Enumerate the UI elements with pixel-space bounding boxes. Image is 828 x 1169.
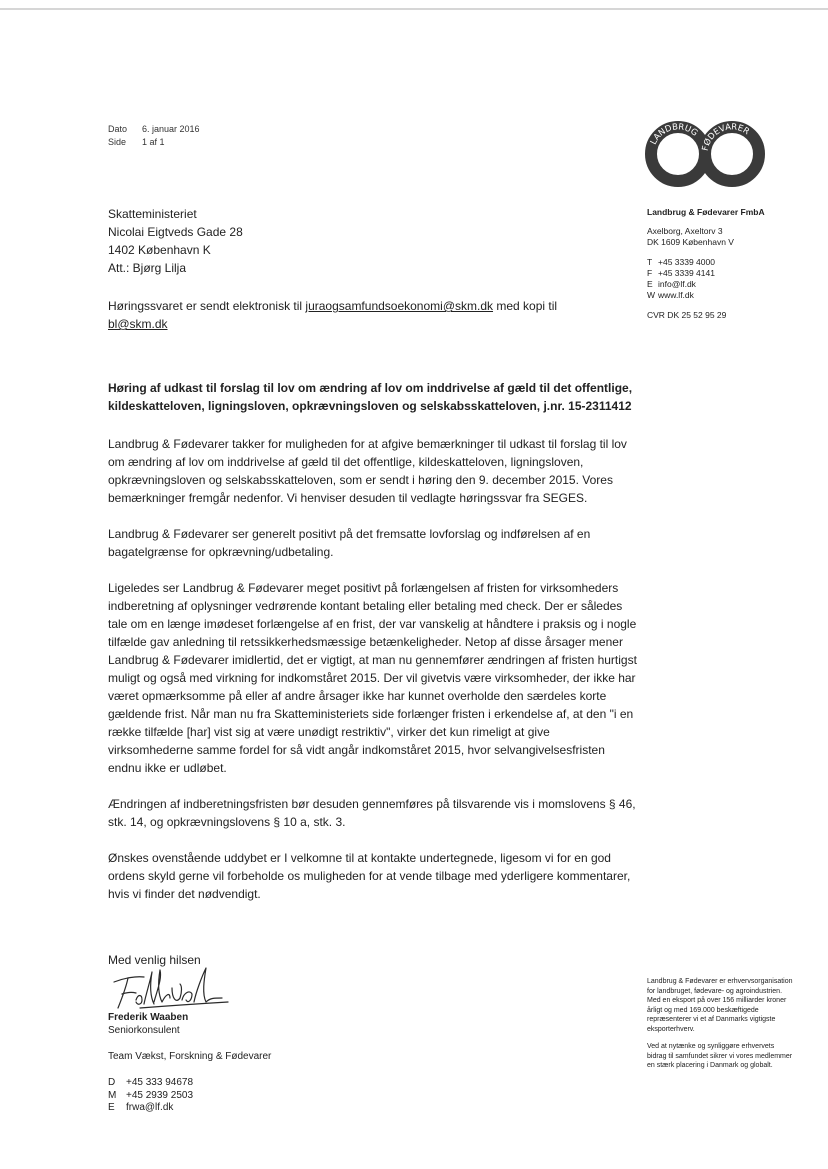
organization-info <box>647 207 765 321</box>
body-paragraph: Landbrug & Fødevarer takker for muligheden for at afgive bemærkninger til udkast til forslag til lov om ændring af lov om inddrivelse af gæld til det offentlige, kildeskatteloven, ligningsloven, opkrævningsloven og selskabsskatteloven, som er sendt i høring den 9. december 2015. Vores bemærkninger fremgår nedenfor. Vi henviser desuden til vedlagte høringssvar fra SEGES. <box>108 437 627 505</box>
about-paragraph: Landbrug & Fødevarer er erhvervsorganisation for landbruget, fødevare- og agroindustrien. Med en eksport på over 156 milliarder kroner årligt og med 169.000 beskæftigede repræsenterer vi et af Danmarks vigtigste eksporterhverv. <box>647 978 793 1033</box>
logo-text-right: FØDEVARER <box>700 122 752 152</box>
body-paragraph: Ligeledes ser Landbrug & Fødevarer meget positivt på forlængelsen af fristen for virksomheders indberetning af oplysninger vedrørende kontant betaling eller betaling med check. Der er således tale om en længe imødeset forlængelse af en frist, der var vanskelig at håndtere i praksis og i nogle tilfælde gav anledning til retssikkerhedsmæssige betænkeligheder. Netop af disse årsager mener Landbrug & Fødevarer imidlertid, det er vigtigt, at man nu gennemfører ændringen af fristen hurtigst muligt og også med virkning for indkomståret 2015. Der vil givetvis være virksomheder, der ikke har været opmærksomme på eller af andre årsager ikke har kunnet overholde den særdeles korte gældende frist. Når man nu fra Skatteministeriets side forlænger fristen i erkendelse af, at den "i en række tilfælde [har] vist sig at være unødigt restriktiv", virker det kun rimeligt at give virksomhederne samme fordel for så vidt angår indkomståret 2015, hvor selvangivelsesfristen endnu ikke er udløbet. <box>108 581 637 775</box>
page-top-rule <box>0 8 828 10</box>
notice-email-link-copy[interactable]: bl@skm.dk <box>108 317 168 331</box>
logo-text-left: LANDBRUG <box>648 122 700 147</box>
date-row <box>108 123 200 136</box>
signer-contacts <box>108 1077 193 1115</box>
recipient-street: Nicolai Eigtveds Gade 28 <box>108 225 243 239</box>
organization-contacts <box>647 257 765 301</box>
recipient-city: 1402 København K <box>108 243 211 257</box>
notice-text-middle: med kopi til <box>493 299 558 313</box>
signer-team: Team Vækst, Forskning & Fødevarer <box>108 1051 272 1062</box>
notice-email-link-primary[interactable]: juraogsamfundsoekonomi@skm.dk <box>305 299 494 313</box>
letter-meta <box>108 123 200 149</box>
signer-block <box>108 1011 188 1037</box>
page-row <box>108 136 200 149</box>
closing-salutation: Med venlig hilsen <box>108 953 201 967</box>
page-value: 1 af 1 <box>142 137 165 147</box>
landbrug-foedevarer-logo <box>641 117 769 191</box>
page-label: Side <box>108 137 127 147</box>
notice-text-before: Høringssvaret er sendt elektronisk til <box>108 299 306 313</box>
organization-name: Landbrug & Fødevarer FmbA <box>647 207 765 217</box>
organization-fax: F +45 3339 4141 <box>647 268 715 278</box>
letter-subject: Høring af udkast til forslag til lov om ændring af lov om inddrivelse af gæld til det offentlige, kildeskatteloven, ligningsloven, opkrævningsloven og selskabsskatteloven, j.nr. 15-2311412 <box>108 381 633 413</box>
body-paragraph: Ønskes ovenstående uddybet er I velkomne til at kontakte undertegnede, ligesom vi for en god ordens skyld gerne vil forbeholde os muligheden for at vende tilbage med yderligere kommentarer, hvis vi finder det nødvendigt. <box>108 851 631 901</box>
organization-cvr: CVR DK 25 52 95 29 <box>647 310 727 320</box>
organization-phone: T +45 3339 4000 <box>647 257 715 267</box>
organization-address: Axelborg, Axeltorv 3 DK 1609 København V <box>647 226 734 247</box>
body-paragraph: Landbrug & Fødevarer ser generelt positivt på det fremsatte lovforslag og indførelsen af en bagatelgrænse for opkrævning/udbetaling. <box>108 527 591 559</box>
organization-website: W www.lf.dk <box>647 290 694 300</box>
recipient-address <box>108 205 243 277</box>
submission-notice <box>108 297 568 333</box>
organization-about <box>647 977 795 1079</box>
date-value: 6. januar 2016 <box>142 124 200 134</box>
about-paragraph: Ved at nytænke og synliggøre erhvervets bidrag til samfundet sikrer vi vores medlemmer en stærk placering i Danmark og globalt. <box>647 1043 793 1069</box>
date-label: Dato <box>108 124 128 134</box>
letter-body <box>108 435 638 921</box>
recipient-name: Skatteministeriet <box>108 207 197 221</box>
handwritten-signature <box>110 964 230 1014</box>
organization-email: E info@lf.dk <box>647 279 696 289</box>
signer-title: Seniorkonsulent <box>108 1025 180 1036</box>
signer-name: Frederik Waaben <box>108 1012 189 1023</box>
body-paragraph: Ændringen af indberetningsfristen bør desuden gennemføres på tilsvarende vis i momslovens § 46, stk. 14, og opkrævningslovens § 10 a, stk. 3. <box>108 797 636 829</box>
recipient-attention: Att.: Bjørg Lilja <box>108 261 187 275</box>
signer-contact-email: E frwa@lf.dk <box>108 1102 174 1113</box>
signer-contact-direct: D +45 333 94678 <box>108 1077 194 1088</box>
signer-contact-mobile: M +45 2939 2503 <box>108 1089 194 1101</box>
